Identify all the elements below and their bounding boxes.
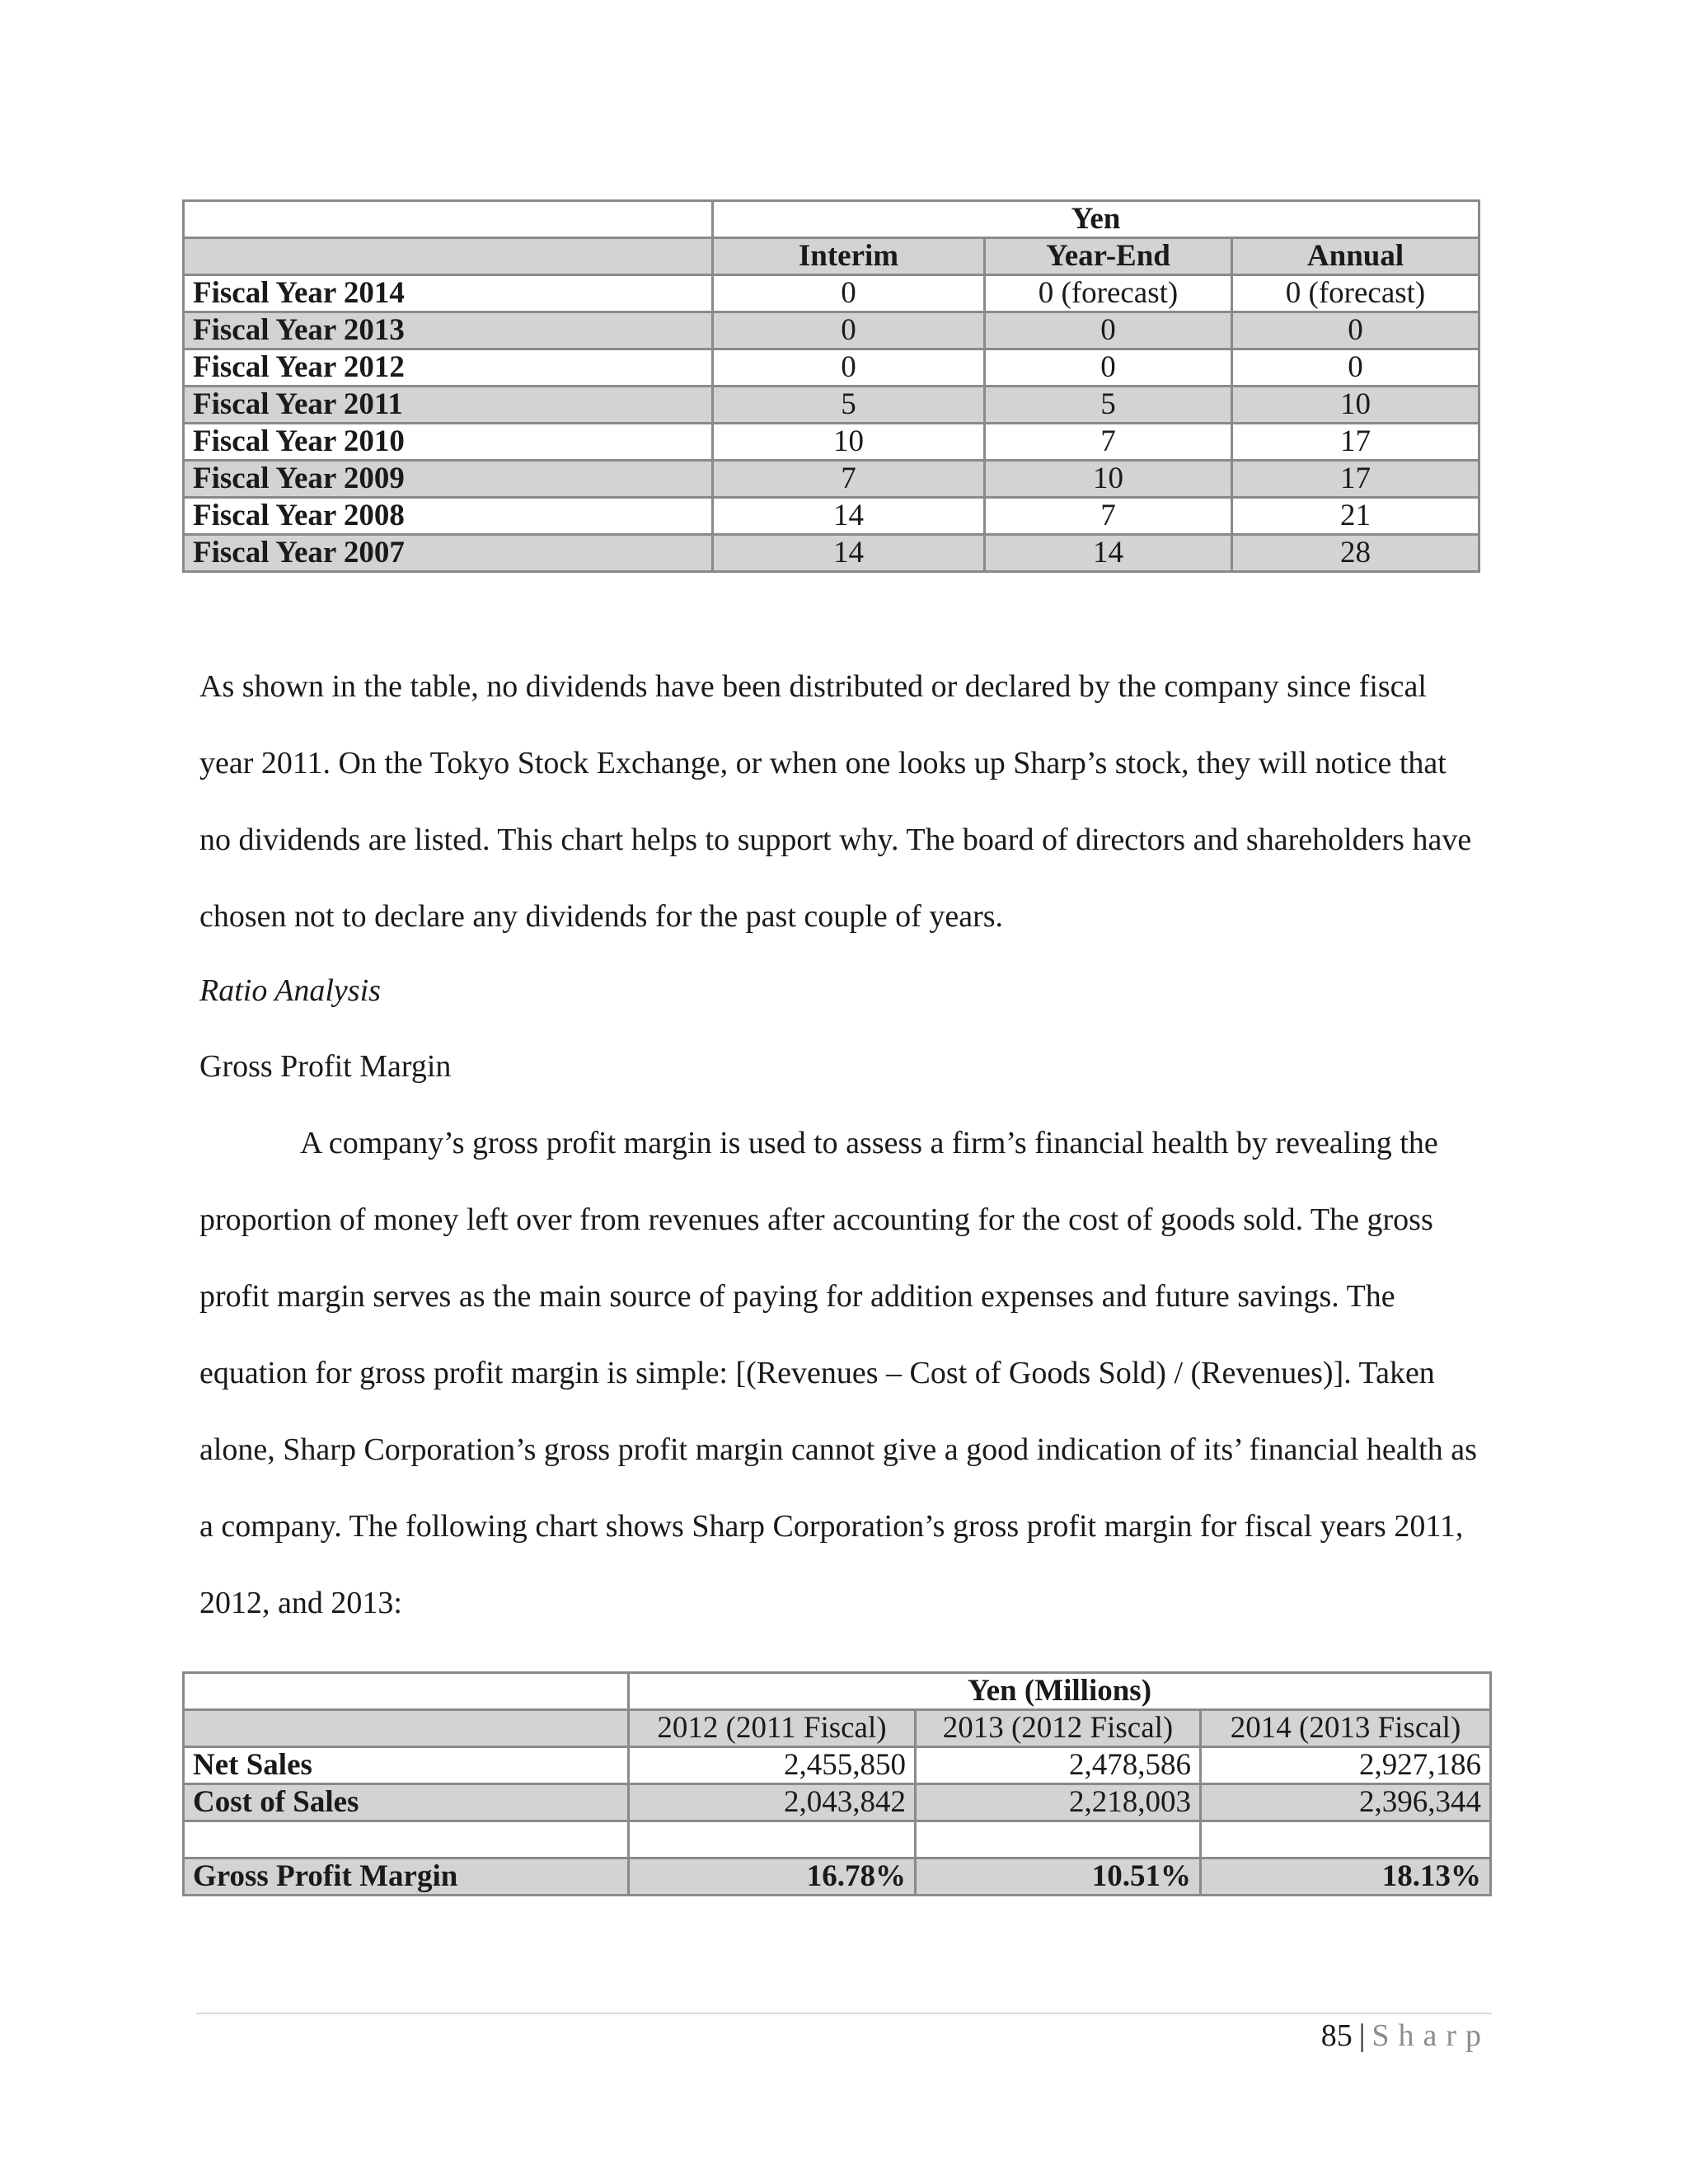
table-row [184, 349, 1479, 387]
gpm-currency-row [184, 1673, 1491, 1710]
table-row [184, 275, 1479, 312]
table-cell: 0 [713, 312, 985, 349]
table-cell: 18.13% [1201, 1858, 1491, 1896]
column-header-2013: 2013 (2012 Fiscal) [916, 1710, 1201, 1747]
dividend-currency-header: Yen [713, 201, 1479, 238]
table-cell: 10.51% [916, 1858, 1201, 1896]
table-cell: 0 [1232, 312, 1479, 349]
table-cell: 2,927,186 [1201, 1747, 1491, 1784]
table-cell: 10 [985, 461, 1232, 498]
table-cell: 0 [713, 275, 985, 312]
footer-separator: | [1358, 2018, 1366, 2053]
row-label: Fiscal Year 2010 [184, 424, 713, 461]
table-cell: 5 [713, 387, 985, 424]
table-cell: 2,478,586 [916, 1747, 1201, 1784]
column-header-annual: Annual [1232, 238, 1479, 275]
table-cell: 16.78% [629, 1858, 916, 1896]
table-cell: 14 [713, 535, 985, 572]
table-row [184, 498, 1479, 535]
table-cell: 14 [713, 498, 985, 535]
row-label: Fiscal Year 2007 [184, 535, 713, 572]
column-header-year-end: Year-End [985, 238, 1232, 275]
cost-of-sales-row [184, 1784, 1491, 1821]
subsection-heading: Gross Profit Margin [199, 1049, 452, 1084]
row-label: Fiscal Year 2011 [184, 387, 713, 424]
table-row [184, 461, 1479, 498]
table-cell: 7 [985, 424, 1232, 461]
gross-profit-margin-row [184, 1858, 1491, 1896]
dividend-currency-row [184, 201, 1479, 238]
table-cell: 17 [1232, 424, 1479, 461]
column-header-2014: 2014 (2013 Fiscal) [1201, 1710, 1491, 1747]
table-cell: 17 [1232, 461, 1479, 498]
table-cell: 0 [985, 312, 1232, 349]
section-heading: Ratio Analysis [199, 973, 381, 1008]
net-sales-row [184, 1747, 1491, 1784]
gross-profit-paragraph: A company’s gross profit margin is used to assess a firm’s financial health by revealing the proportion of money left over from revenues after accounting for the cost of goods sold. The gross profit margin serves as the main source of paying for addition expenses and future savings. The equation for gross profit margin is simple: [(Revenues – Cost of Goods Sold) / (Revenues)]. Taken alone, Sharp Corporation’s gross profit margin cannot give a good indication of its’ financial health as a company. The following chart shows Sharp Corporation’s gross profit margin for fiscal years 2011, 2012, and 2013: [199, 1126, 1477, 1620]
row-label: Fiscal Year 2012 [184, 349, 713, 387]
table-cell: 0 [1232, 349, 1479, 387]
table-cell: 10 [713, 424, 985, 461]
footer-brand: Sharp [1372, 2018, 1490, 2053]
column-header-interim: Interim [713, 238, 985, 275]
table-cell: 21 [1232, 498, 1479, 535]
table-cell: 2,455,850 [629, 1747, 916, 1784]
row-label: Gross Profit Margin [184, 1858, 629, 1896]
table-cell: 5 [985, 387, 1232, 424]
column-header-2012: 2012 (2011 Fiscal) [629, 1710, 916, 1747]
table-cell: 0 (forecast) [985, 275, 1232, 312]
row-label: Fiscal Year 2014 [184, 275, 713, 312]
table-row [184, 312, 1479, 349]
table-cell: 7 [713, 461, 985, 498]
table-cell: 0 [713, 349, 985, 387]
table-cell: 2,043,842 [629, 1784, 916, 1821]
table-cell: 10 [1232, 387, 1479, 424]
table-cell: 28 [1232, 535, 1479, 572]
table-cell: 0 [985, 349, 1232, 387]
row-label: Net Sales [184, 1747, 629, 1784]
row-label: Fiscal Year 2008 [184, 498, 713, 535]
row-label: Fiscal Year 2013 [184, 312, 713, 349]
table-cell: 14 [985, 535, 1232, 572]
table-row [184, 424, 1479, 461]
dividend-paragraph: As shown in the table, no dividends have been distributed or declared by the company since fiscal year 2011. On the Tokyo Stock Exchange, or when one looks up Sharp’s stock, they will notice that no dividends are listed. This chart helps to support why. The board of directors and shareholders have chosen not to declare any dividends for the past couple of years. [199, 669, 1472, 934]
footer-rule [196, 2013, 1492, 2014]
table-cell: 2,396,344 [1201, 1784, 1491, 1821]
gpm-currency-header: Yen (Millions) [629, 1673, 1491, 1710]
page-footer [1321, 2018, 1490, 2054]
dividend-header-row [184, 238, 1479, 275]
table-row [184, 387, 1479, 424]
page-number: 85 [1320, 2018, 1353, 2053]
row-label: Fiscal Year 2009 [184, 461, 713, 498]
gross-profit-margin-table [182, 1671, 1492, 1896]
dividend-table [182, 199, 1480, 573]
row-label: Cost of Sales [184, 1784, 629, 1821]
table-row [184, 535, 1479, 572]
table-cell: 2,218,003 [916, 1784, 1201, 1821]
gpm-header-row [184, 1710, 1491, 1747]
table-cell: 0 (forecast) [1232, 275, 1479, 312]
empty-row [184, 1821, 1491, 1858]
table-cell: 7 [985, 498, 1232, 535]
